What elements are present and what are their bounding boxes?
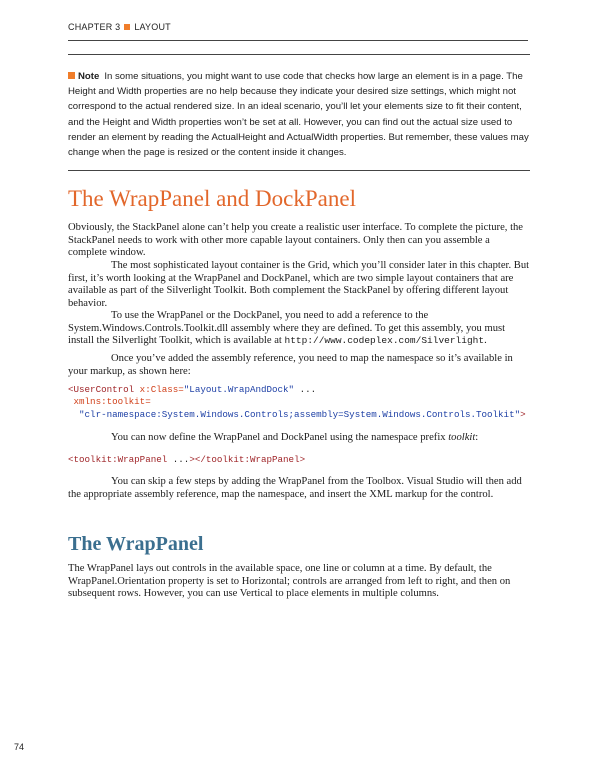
- paragraph-3-end: .: [484, 335, 487, 347]
- code-attr: xmlns:toolkit=: [68, 396, 151, 408]
- code-block-usercontrol: [68, 384, 538, 421]
- chapter-label: CHAPTER 3: [68, 22, 121, 32]
- code-tag: >: [520, 408, 526, 420]
- paragraph-1: Obviously, the StackPanel alone can’t help you create a realistic user interface. To complete the picture, the StackPanel needs to work with other more capable layout containers. Only then can you assemble a complete window.: [68, 222, 524, 259]
- paragraph-5: [68, 432, 530, 445]
- note-text: In some situations, you might want to use code that checks how large an element is in a page. The Height and Width properties are no help because they indicate your desired size settings, which might not correspond to the actual rendered size. In an ideal scenario, you’ll let your elements size to fit their content, and the Height and Width properties won’t be set at all. However, you can find out the actual size used to render an element by reading the ActualHeight and ActualWidth properties. But remember, these values may change when the page is resized or the content inside it changes.: [68, 71, 529, 159]
- subsection-paragraph-1: The WrapPanel lays out controls in the available space, one line or column at a time. By default, the WrapPanel.Orientation property is set to Horizontal; controls are arranged from left to right, and then on subsequent rows. However, you can use Vertical to place elements in multiple columns.: [68, 563, 511, 600]
- header-rule: [68, 40, 528, 41]
- paragraph-6: You can skip a few steps by adding the WrapPanel from the Toolbox. Visual Studio will then add the appropriate assembly reference, map the namespace, and insert the XML markup for the control.: [68, 476, 522, 500]
- paragraph-2: The most sophisticated layout container is the Grid, which you’ll consider later in this chapter. But first, it’s worth looking at the WrapPanel and DockPanel, which are two simple layout containers that are available as part of the Silverlight Toolkit. Both complement the StackPanel by offering different layout behavior.: [68, 260, 530, 309]
- paragraph-4: Once you’ve added the assembly reference, you need to map the namespace so it’s available in your markup, as shown here:: [68, 353, 513, 377]
- running-header: [68, 22, 171, 32]
- code-block-wrappanel: [68, 454, 538, 466]
- toolkit-url: http://www.codeplex.com/Silverlight: [284, 335, 485, 347]
- paragraph-5-end: :: [475, 432, 479, 443]
- square-bullet-icon: [124, 24, 130, 30]
- code-value: "Layout.WrapAndDock": [183, 384, 295, 395]
- code-tag: <toolkit:WrapPanel: [68, 454, 168, 465]
- section-label: LAYOUT: [134, 22, 171, 32]
- note-label: Note: [78, 71, 100, 82]
- code-value: "clr-namespace:System.Windows.Controls;assembly=System.Windows.Controls.Toolkit": [68, 408, 521, 420]
- code-plain: ...: [294, 384, 317, 395]
- page-number: 74: [14, 742, 25, 752]
- code-tag: <UserControl: [68, 384, 135, 395]
- square-bullet-icon: [68, 72, 75, 79]
- paragraph-3: [68, 310, 530, 348]
- code-plain: ...: [167, 454, 190, 465]
- note-box: [68, 54, 530, 171]
- code-attr: x:Class=: [134, 384, 184, 395]
- paragraph-3-text: To use the WrapPanel or the DockPanel, you need to add a reference to the System.Windows.Controls.Toolkit.dll assembly where they are defined. To get this assembly, you must install the Silverlight Toolkit, which is available at: [68, 310, 506, 347]
- prefix-emphasis: toolkit: [448, 432, 476, 443]
- subsection-heading: The WrapPanel: [68, 533, 204, 555]
- paragraph-5-text: You can now define the WrapPanel and DockPanel using the namespace prefix: [111, 432, 446, 443]
- section-heading: The WrapPanel and DockPanel: [68, 186, 356, 211]
- code-tag: ></toolkit:WrapPanel>: [189, 454, 306, 465]
